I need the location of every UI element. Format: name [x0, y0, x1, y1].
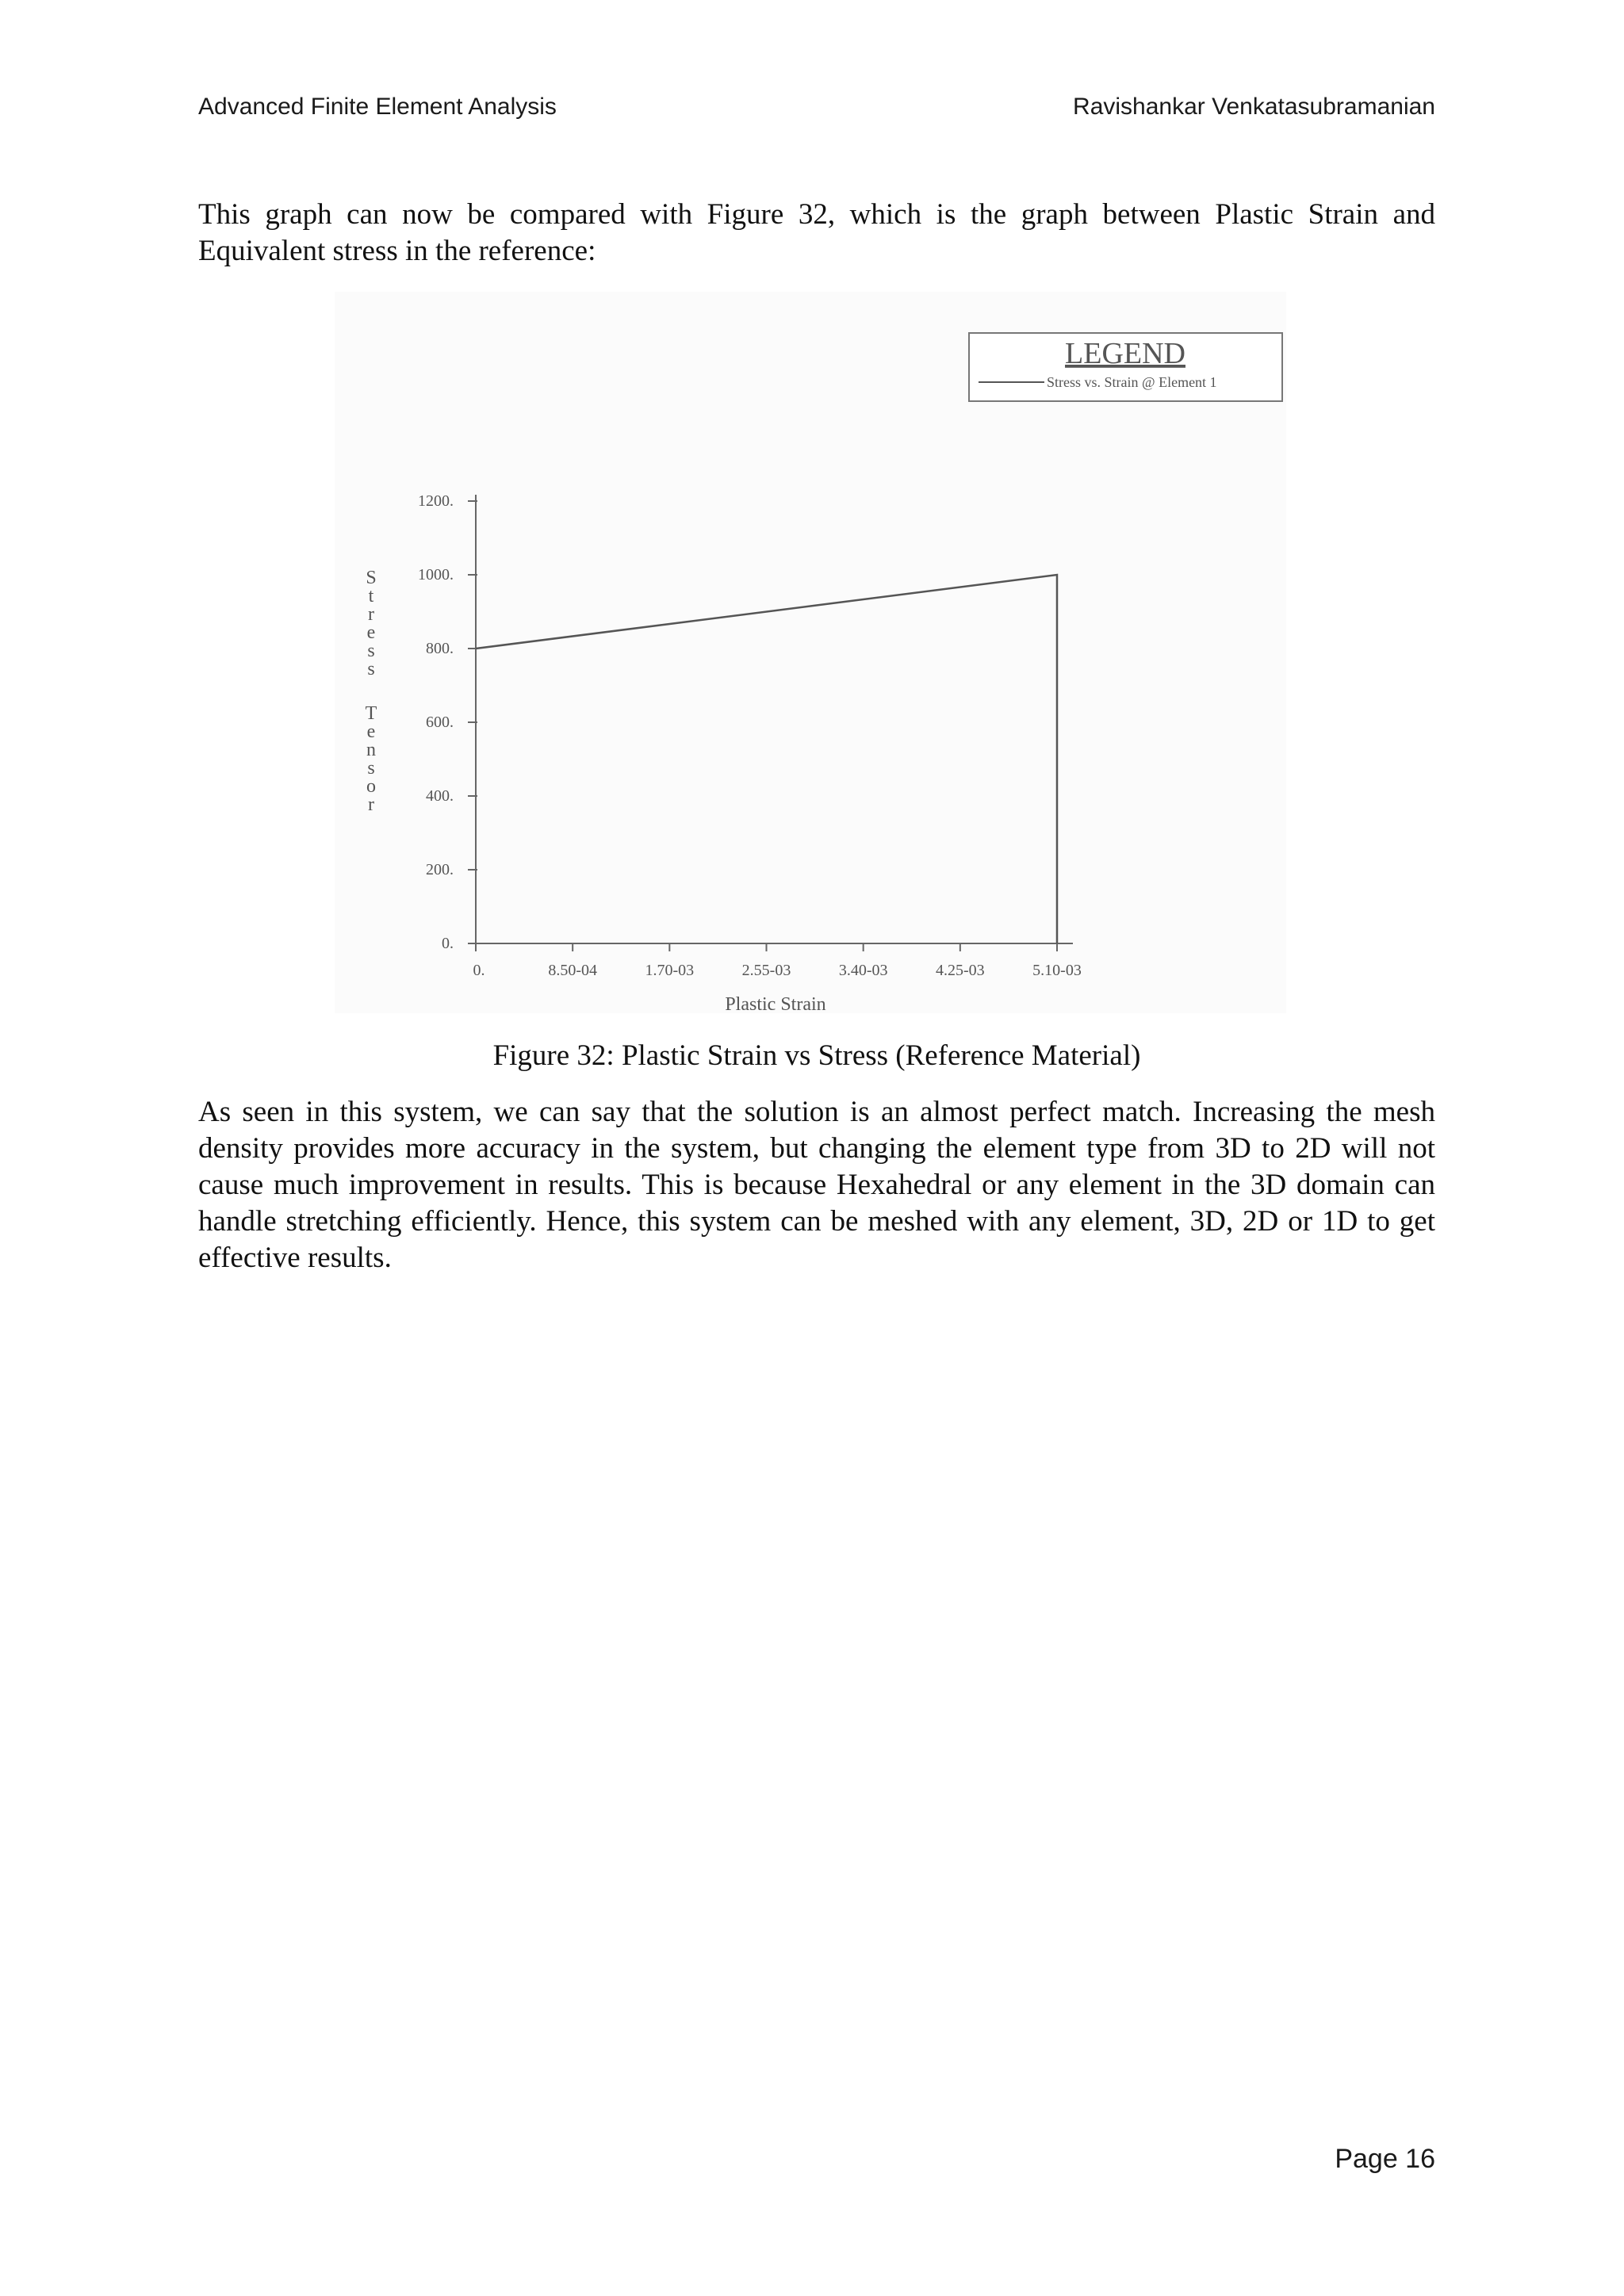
- chart-legend: [969, 333, 1282, 401]
- y-tick-label: 1200.: [418, 492, 454, 510]
- chart-plot-area: [476, 575, 1057, 943]
- x-axis-label: Plastic Strain: [725, 994, 826, 1013]
- x-tick-label: 5.10-03: [1032, 962, 1082, 979]
- y-axis-label-char: t: [368, 586, 374, 607]
- y-axis-label-char: [369, 681, 373, 702]
- chart-axes: [418, 492, 1082, 979]
- y-tick-label: 0.: [442, 935, 454, 952]
- legend-title: LEGEND: [1065, 337, 1185, 370]
- y-tick-label: 1000.: [418, 566, 454, 584]
- y-axis-label: [366, 568, 377, 815]
- x-tick-label: 0.: [473, 962, 485, 979]
- y-axis-label-char: s: [367, 758, 375, 779]
- y-axis-label-char: s: [367, 641, 375, 661]
- x-tick-label: 8.50-04: [548, 962, 598, 979]
- x-tick-label: 4.25-03: [935, 962, 985, 979]
- y-tick-label: 800.: [426, 640, 454, 657]
- intro-paragraph: This graph can now be compared with Figure 32, which is the graph between Plastic Strain and Equivalent stress in the reference:: [198, 198, 1435, 267]
- y-axis-label-char: e: [366, 622, 376, 643]
- y-axis-label-char: r: [368, 794, 374, 815]
- y-axis-label-char: S: [366, 568, 377, 588]
- page-number: Page 16: [1335, 2144, 1435, 2174]
- header-author: Ravishankar Venkatasubramanian: [1073, 94, 1435, 120]
- header-document-title: Advanced Finite Element Analysis: [198, 94, 557, 120]
- y-axis-label-char: T: [365, 703, 377, 724]
- x-tick-label: 3.40-03: [838, 962, 888, 979]
- figure-32: [335, 292, 1286, 1013]
- series-line-stress-vs-strain: [476, 575, 1057, 943]
- y-tick-label: 200.: [426, 861, 454, 878]
- y-axis-label-char: r: [368, 604, 374, 625]
- y-tick-label: 600.: [426, 714, 454, 731]
- y-axis-label-char: s: [367, 659, 375, 679]
- legend-series-label: Stress vs. Strain @ Element 1: [1047, 374, 1217, 390]
- y-tick-label: 400.: [426, 787, 454, 805]
- y-axis-label-char: e: [366, 721, 376, 742]
- figure-caption: Figure 32: Plastic Strain vs Stress (Reference Material): [492, 1039, 1141, 1072]
- conclusion-paragraph: As seen in this system, we can say that the solution is an almost perfect match. Increasing the mesh density provides more accuracy in the system, but changing the element type from 3D to 2D will not cause much improvement in results. This is because Hexahedral or any element in the 3D domain can handle stretching efficiently. Hence, this system can be meshed with any element, 3D, 2D or 1D to get effective results.: [198, 1096, 1435, 1274]
- y-axis-label-char: n: [366, 740, 376, 760]
- x-tick-label: 1.70-03: [645, 962, 695, 979]
- stress-strain-chart: [335, 292, 1286, 1013]
- y-axis-label-char: o: [366, 776, 376, 797]
- x-tick-label: 2.55-03: [741, 962, 791, 979]
